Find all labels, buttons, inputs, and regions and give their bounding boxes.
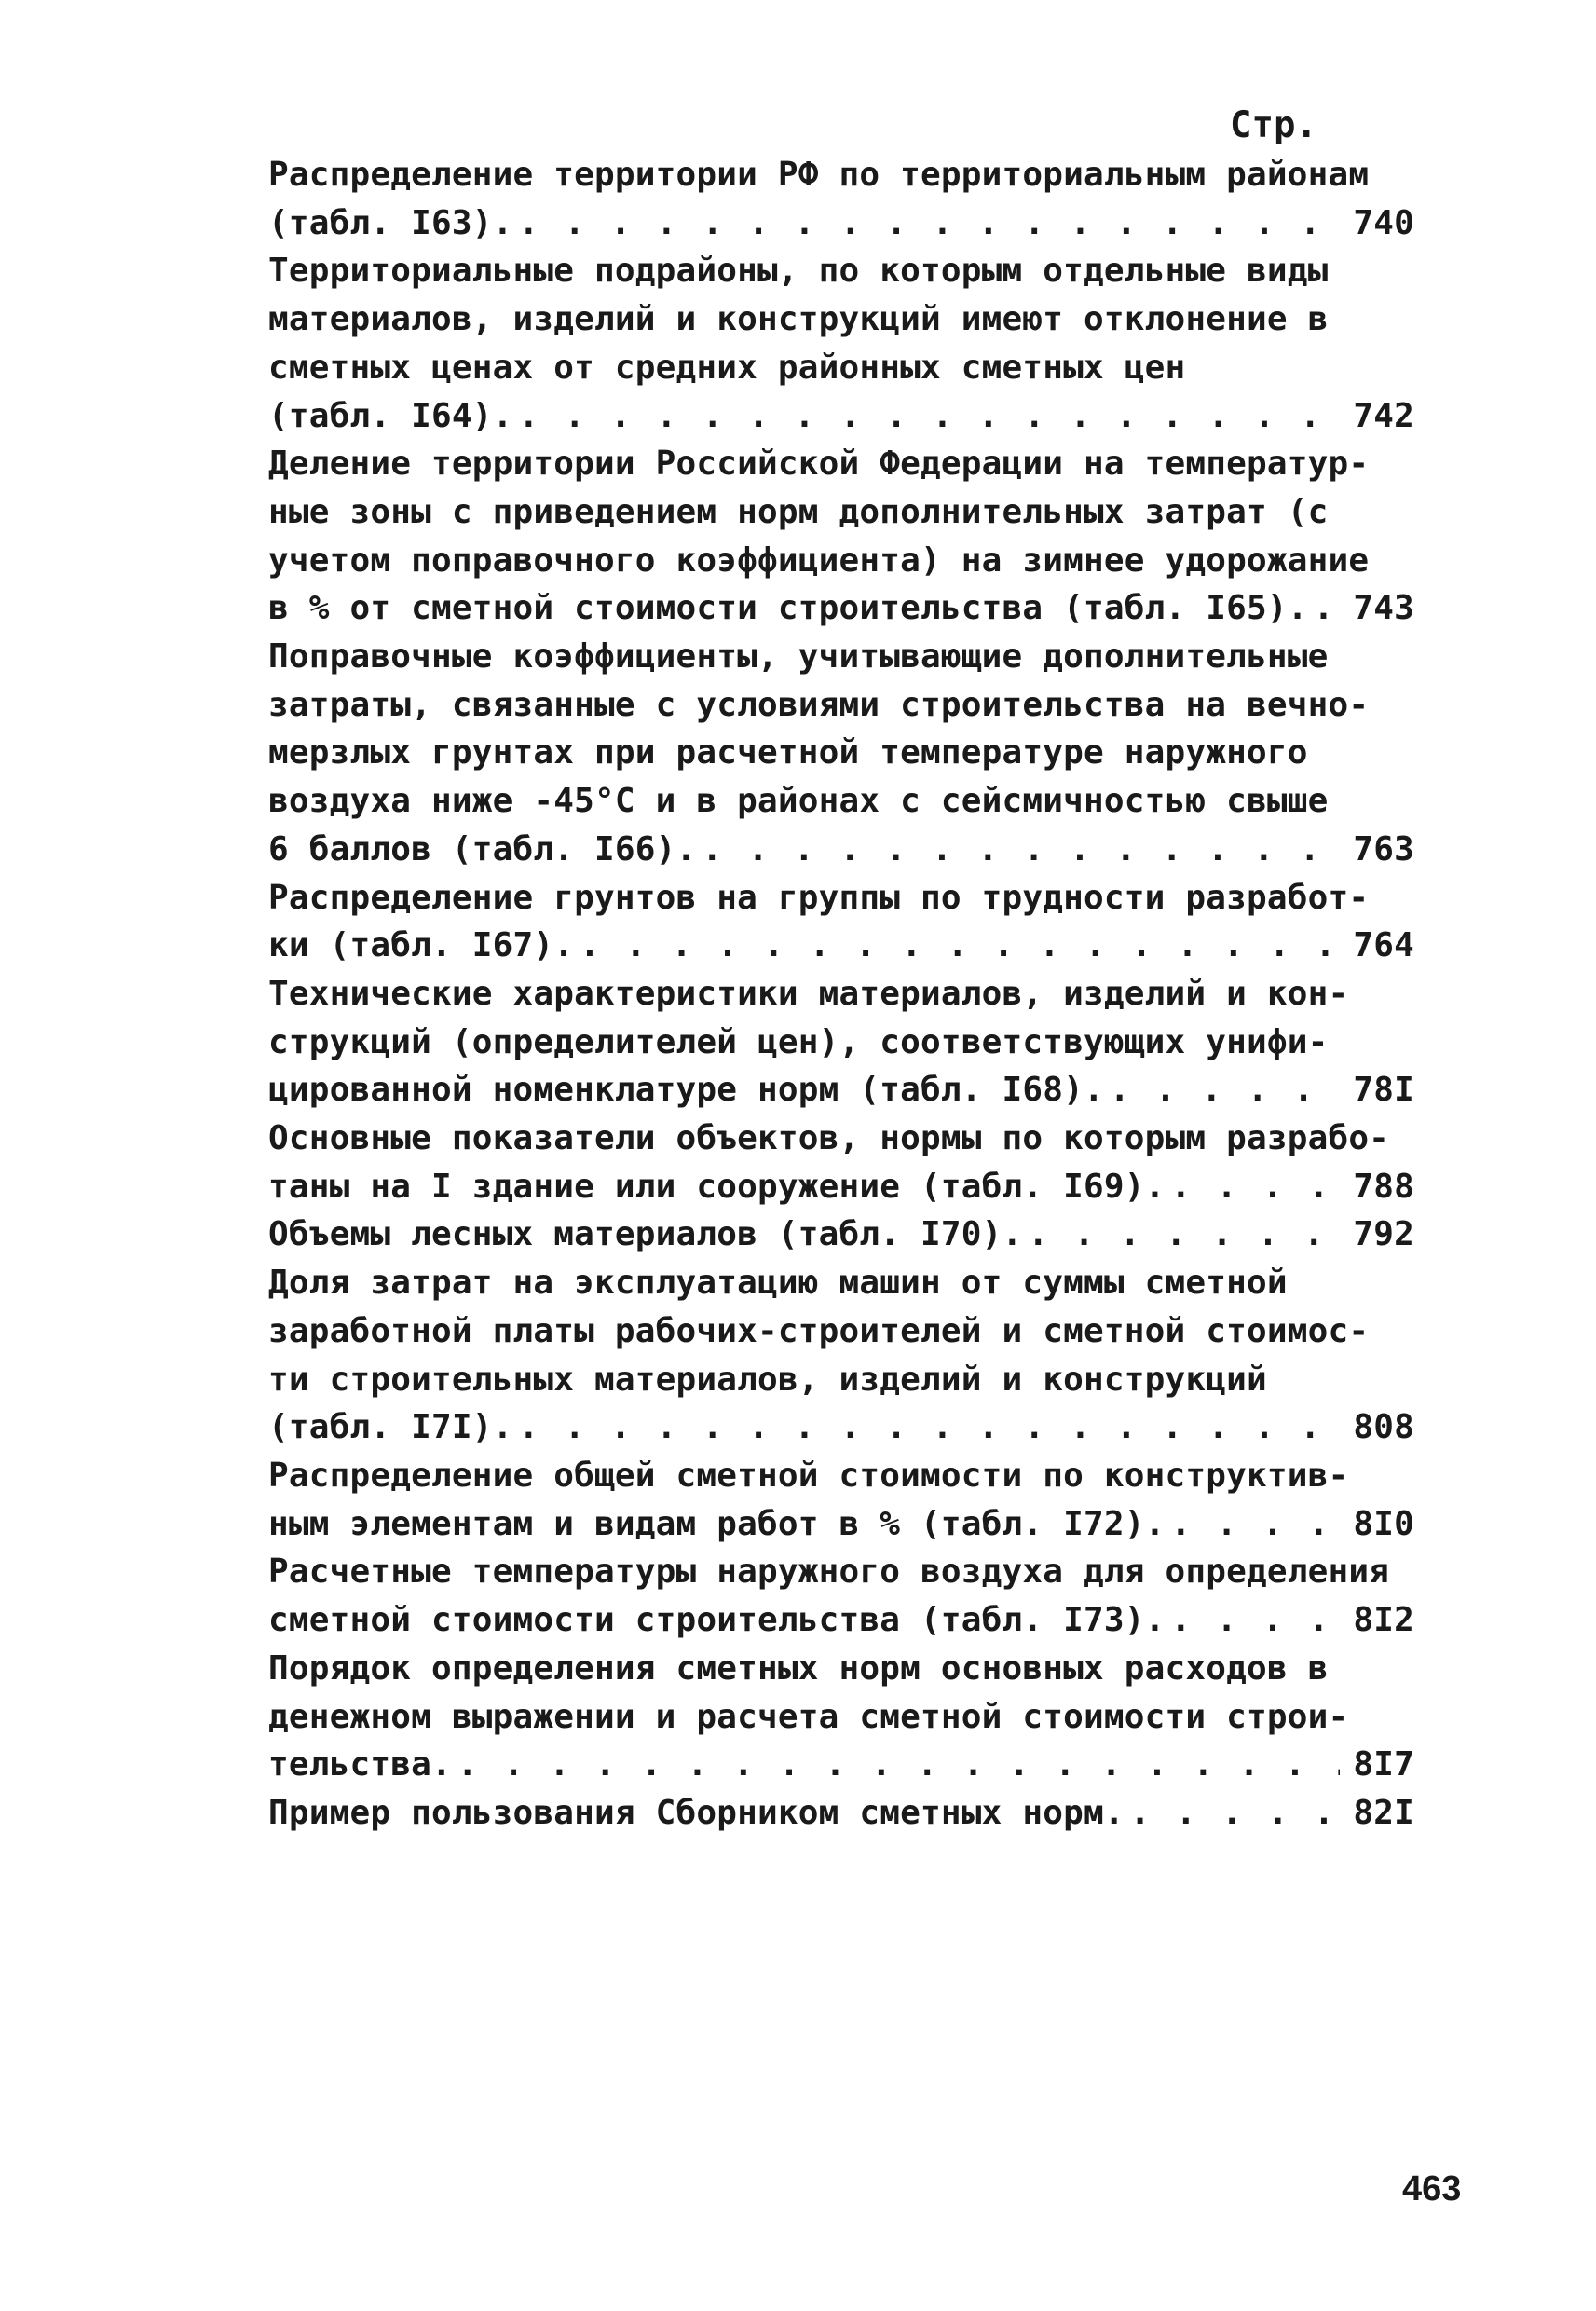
dot-leader <box>519 392 1341 441</box>
toc-entry-last-line <box>268 1163 1414 1211</box>
dot-leader <box>519 1403 1341 1452</box>
toc-entry-line: воздуха ниже -45°С и в районах с сейсмичностью свыше <box>268 782 1329 821</box>
toc-entry-line: струкций (определителей цен), соответствующих унифи- <box>268 1022 1329 1061</box>
toc-entry-line: денежном выражении и расчета сметной стоимости строи- <box>268 1697 1349 1736</box>
toc-entry-last-line <box>268 1066 1414 1114</box>
toc-entry-line: Поправочные коэффициенты, учитывающие дополнительные <box>268 637 1329 677</box>
toc-entry-title-end: ки (табл. I67). <box>268 926 575 965</box>
toc-entry-line: Деление территории Российской Федерации на температур- <box>268 444 1370 484</box>
toc-entry-line: Территориальные подрайоны, по которым отдельные виды <box>268 252 1329 291</box>
toc-entry-page: 808 <box>1353 1408 1414 1447</box>
toc-entry-page: 8I2 <box>1353 1601 1414 1640</box>
toc-entry-line: сметных ценах от средних районных сметных цен <box>268 348 1186 387</box>
toc-entry-last-line <box>268 1403 1414 1452</box>
toc-entry-page: 78I <box>1353 1071 1414 1110</box>
toc-entry-page: 743 <box>1353 589 1414 628</box>
toc-entry-title-end: (табл. I7I). <box>268 1408 513 1447</box>
toc-entry <box>268 1210 1414 1259</box>
toc-entry-title-end: (табл. I64). <box>268 396 513 435</box>
toc-entry-line: материалов, изделий и конструкций имеют отклонение в <box>268 300 1329 339</box>
dot-leader <box>1130 1789 1340 1838</box>
toc-entry-line: заработной платы рабочих-строителей и сметной стоимос- <box>268 1311 1370 1350</box>
toc-entry-last-line <box>268 922 1414 970</box>
toc-entry-title-end: в % от сметной стоимости строительства (табл. I65). <box>268 589 1308 628</box>
toc-entry-line: Порядок определения сметных норм основных расходов в <box>268 1648 1329 1688</box>
toc-entry-line: Распределение общей сметной стоимости по конструктив- <box>268 1456 1349 1495</box>
toc-entry <box>268 1259 1414 1452</box>
toc-entry-page: 788 <box>1353 1167 1414 1206</box>
dot-leader <box>1170 1163 1340 1211</box>
toc-entry-page: 8I7 <box>1353 1745 1414 1785</box>
dot-leader <box>1314 584 1340 633</box>
toc-entry-line: учетом поправочного коэффициента) на зимнее удорожание <box>268 540 1370 580</box>
toc-entry-last-line <box>268 1741 1414 1789</box>
toc-entry-title-end: тельства. <box>268 1745 452 1785</box>
dot-leader <box>580 922 1340 970</box>
toc-entry <box>268 151 1414 247</box>
toc-entry-line: мерзлых грунтах при расчетной температуре наружного <box>268 733 1308 773</box>
toc-entry-last-line <box>268 1210 1414 1259</box>
toc-entry-page: 764 <box>1353 926 1414 965</box>
page-number: 463 <box>1402 2169 1462 2208</box>
table-of-contents <box>268 151 1414 1838</box>
page-column-header: Стр. <box>1230 104 1317 146</box>
toc-entry <box>268 1548 1414 1644</box>
toc-entry-last-line <box>268 1596 1414 1645</box>
toc-entry-title-end: таны на I здание или сооружение (табл. I69). <box>268 1167 1166 1206</box>
toc-entry-line: затраты, связанные с условиями строительства на вечно- <box>268 685 1370 724</box>
toc-entry-line: Технические характеристики материалов, изделий и кон- <box>268 974 1349 1013</box>
toc-entry-last-line <box>268 1789 1414 1838</box>
dot-leader <box>519 199 1341 248</box>
toc-entry-title-end: ным элементам и видам работ в % (табл. I72). <box>268 1504 1166 1543</box>
toc-entry <box>268 247 1414 440</box>
toc-entry-title-end: Пример пользования Сборником сметных норм. <box>268 1793 1125 1832</box>
toc-entry-title-end: Объемы лесных материалов (табл. I70). <box>268 1215 1023 1254</box>
toc-entry-line: ти строительных материалов, изделий и конструкций <box>268 1360 1267 1399</box>
dot-leader <box>1028 1210 1340 1259</box>
toc-entry-page: 742 <box>1353 396 1414 435</box>
dot-leader <box>702 826 1340 874</box>
toc-entry-last-line <box>268 392 1414 441</box>
toc-entry <box>268 1645 1414 1789</box>
toc-entry-title-end: (табл. I63). <box>268 203 513 242</box>
toc-entry-title-end: 6 баллов (табл. I66). <box>268 829 697 868</box>
toc-entry <box>268 633 1414 874</box>
toc-entry-line: ные зоны с приведением норм дополнительных затрат (с <box>268 492 1329 531</box>
toc-entry-last-line <box>268 584 1414 633</box>
toc-entry-line: Распределение грунтов на группы по трудности разработ- <box>268 878 1370 917</box>
toc-entry-last-line <box>268 199 1414 248</box>
toc-entry <box>268 970 1414 1114</box>
toc-entry-last-line <box>268 1500 1414 1549</box>
dot-leader <box>1170 1500 1340 1549</box>
toc-entry <box>268 1114 1414 1210</box>
toc-entry-title-end: сметной стоимости строительства (табл. I73). <box>268 1601 1166 1640</box>
toc-entry <box>268 1452 1414 1548</box>
toc-entry <box>268 874 1414 970</box>
toc-entry-page: 8I0 <box>1353 1504 1414 1543</box>
dot-leader <box>1170 1596 1340 1645</box>
toc-entry-last-line <box>268 826 1414 874</box>
toc-entry-line: Расчетные температуры наружного воздуха для определения <box>268 1552 1390 1592</box>
toc-entry-line: Распределение территории РФ по территориальным районам <box>268 156 1370 194</box>
dot-leader <box>1110 1066 1340 1114</box>
toc-entry-page: 792 <box>1353 1215 1414 1254</box>
toc-entry-page: 82I <box>1353 1793 1414 1832</box>
toc-entry <box>268 1789 1414 1838</box>
dot-leader <box>457 1741 1340 1789</box>
toc-entry-title-end: цированной номенклатуре норм (табл. I68). <box>268 1071 1104 1110</box>
toc-entry-line: Доля затрат на эксплуатацию машин от суммы сметной <box>268 1264 1288 1303</box>
toc-entry <box>268 440 1414 633</box>
toc-entry-page: 740 <box>1353 203 1414 242</box>
toc-entry-line: Основные показатели объектов, нормы по которым разрабо- <box>268 1119 1390 1158</box>
toc-entry-page: 763 <box>1353 829 1414 868</box>
